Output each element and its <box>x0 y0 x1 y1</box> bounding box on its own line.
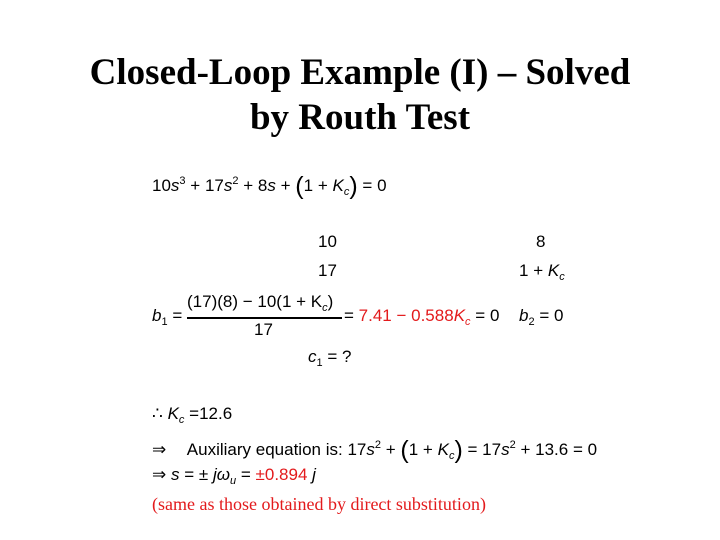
routh-row2-col2: $1 + K_c$ <box>519 261 565 283</box>
b1-denominator: 17 <box>254 320 273 339</box>
auxiliary-equation: ⇒ Auxiliary equation is: $17s^2 + (1 + K_c) = 17s^2 + 13.6 = 0$ <box>152 436 598 464</box>
kc-result: ∴ $K_c =12.6$ <box>152 404 233 426</box>
routh-row1-col1: 10 <box>318 232 337 251</box>
b1-result: = $7.41 - 0.588K_c = 0$ <box>344 306 500 328</box>
slide-title <box>0 50 720 140</box>
title-line-2: by Routh Test <box>249 97 471 138</box>
note-text: (same as those obtained by direct substitution) <box>152 494 486 514</box>
characteristic-equation: $10s^3 + 17s^2 + 8s + (1 + K_c) = 0$ <box>152 172 387 200</box>
c1-equation: $c_1$ = ? <box>308 347 352 369</box>
b2-equation: $b_2 = 0$ <box>519 306 564 328</box>
routh-row1-col2: 8 <box>536 232 546 251</box>
routh-row2-col1: 17 <box>318 261 337 280</box>
title-line-1: Closed-Loop Example (I) – Solved <box>89 52 631 93</box>
roots-equation: ⇒ s = ± $j\omega_u = \pm 0.894$ j <box>152 465 316 487</box>
b1-numerator: $(17)(8) - 10(1 + K_c)$ <box>187 292 334 314</box>
fraction-bar <box>187 317 342 319</box>
b1-label: $b_1$ = <box>152 306 183 328</box>
